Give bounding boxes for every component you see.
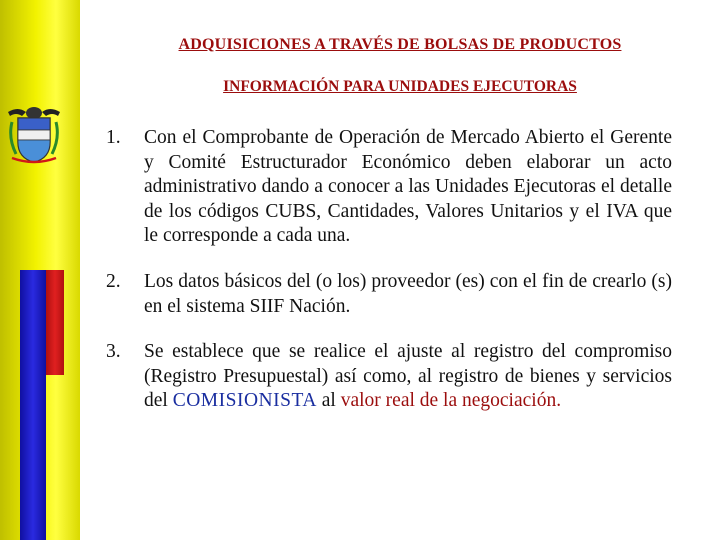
list-number: 2. [106,270,121,292]
list-item-text: Con el Comprobante de Operación de Mercado Abierto el Gerente y Comité Estructurador Económico deben elaborar un acto administrativo dando a conocer a las Unidades Ejecutoras el detalle de los códigos CUBS, Cantidades, Valores Unitarios y el IVA que le corresponde a cada una. [144,127,672,247]
list-item-1 [106,126,672,249]
blue-stripe [20,270,46,540]
numbered-list [106,126,672,435]
list-item-text: Se establece que se realice el ajuste al registro del compromiso (Registro Presupuestal) así como, al registro de bienes y servicios del [144,341,672,412]
colombia-coat-of-arms-icon [4,104,64,166]
decorative-sidebar [0,0,80,540]
list-item-text: Los datos básicos del (o los) proveedor (es) con el fin de crearlo (s) en el sistema SIIF Nación. [144,270,672,317]
list-number: 3. [106,341,121,363]
slide-title: ADQUISICIONES A TRAVÉS DE BOLSAS DE PRODUCTOS [178,36,622,53]
highlight-comisionista: COMISIONISTA [172,390,317,412]
list-item-3 [106,340,672,414]
list-item-2 [106,270,672,319]
slide-subtitle: INFORMACIÓN PARA UNIDADES EJECUTORAS [223,78,577,95]
list-number: 1. [106,127,121,148]
red-stripe [46,270,64,375]
highlight-valor-real: valor real de la negociación. [340,390,562,412]
list-item-text-cont: al [316,390,341,412]
